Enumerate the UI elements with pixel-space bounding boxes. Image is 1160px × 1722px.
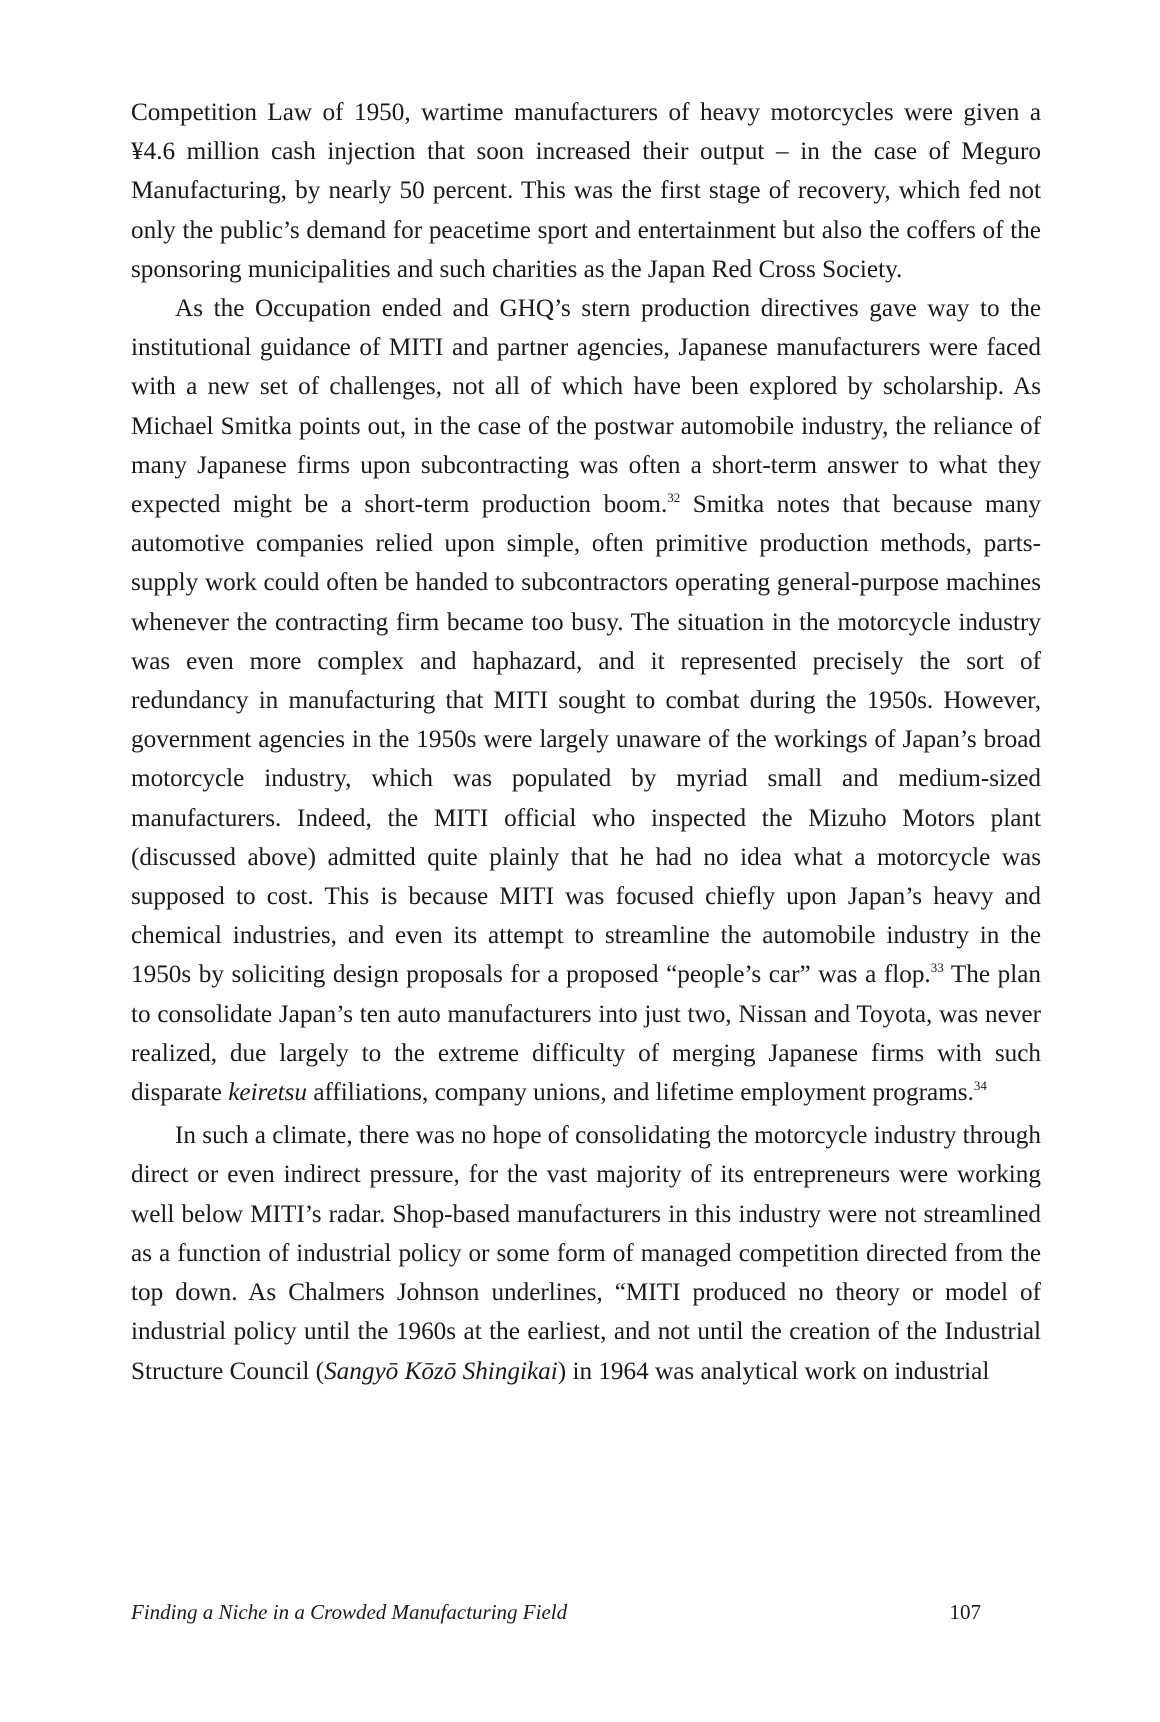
page-number: 107 [949, 1600, 981, 1624]
running-title: Finding a Niche in a Crowded Manufacturing Field [131, 1600, 568, 1624]
paragraph [131, 93, 1041, 289]
text-run: In such a climate, there was no hope of consolidating the motorcycle industry through direct or even indirect pressure, for the vast majority of its entrepreneurs were working well below MITI’s radar. Shop-based manufacturers in this industry were not streamlined as a function of industrial policy or some form of managed competition directed from the top down. As Chalmers Johnson underlines, “MITI produced no theory or model of industrial policy until the 1960s at the earliest, and not until the creation of the Industrial Structure Council ( [131, 1122, 1041, 1385]
page-body [131, 93, 1041, 1391]
text-run: Smitka notes that because many automotive companies relied upon simple, often primitive production methods, parts-supply work could often be handed to subcontractors operating general-purpose machines whenever the contracting firm became too busy. The situation in the motorcycle industry was even more complex and haphazard, and it represented precisely the sort of redundancy in manufacturing that MITI sought to combat during the 1950s. However, government agencies in the 1950s were largely unaware of the workings of Japan’s broad motorcycle industry, which was populated by myriad small and medium-sized manufacturers. Indeed, the MITI official who inspected the Mizuho Motors plant (discussed above) admitted quite plainly that he had no idea what a motorcycle was supposed to cost. This is because MITI was focused chiefly upon Japan’s heavy and chemical industries, and even its attempt to streamline the automobile industry in the 1950s by soliciting design proposals for a proposed “people’s car” was a flop. [131, 491, 1041, 989]
paragraph [131, 1116, 1041, 1390]
paragraph [131, 289, 1041, 1112]
text-run: The plan to consolidate Japan’s ten auto manufacturers into just two, Nissan and Toyota, was never realized, due largely to the extreme difficulty of merging Japanese firms with such disparate [131, 961, 1041, 1107]
footnote-ref: 33 [930, 960, 944, 976]
text-run: ) in 1964 was analytical work on industrial [557, 1357, 990, 1385]
italic-term: keiretsu [228, 1079, 308, 1107]
page-footer [131, 1600, 981, 1625]
italic-term: Sangyō Kōzō Shingikai [324, 1357, 558, 1385]
text-run: affiliations, company unions, and lifetime employment programs. [307, 1079, 974, 1107]
footnote-ref: 34 [973, 1078, 987, 1094]
text-run: Competition Law of 1950, wartime manufacturers of heavy motorcycles were given a ¥4.6 million cash injection that soon increased their output – in the case of Meguro Manufacturing, by nearly 50 percent. This was the first stage of recovery, which fed not only the public’s demand for peacetime sport and entertainment but also the coffers of the sponsoring municipalities and such charities as the Japan Red Cross Society. [131, 99, 1041, 283]
footnote-ref: 32 [667, 490, 681, 506]
text-run: As the Occupation ended and GHQ’s stern production directives gave way to the institutional guidance of MITI and partner agencies, Japanese manufacturers were faced with a new set of challenges, not all of which have been explored by scholarship. As Michael Smitka points out, in the case of the postwar automobile industry, the reliance of many Japanese firms upon subcontracting was often a short-term answer to what they expected might be a short-term production boom. [131, 295, 1041, 519]
